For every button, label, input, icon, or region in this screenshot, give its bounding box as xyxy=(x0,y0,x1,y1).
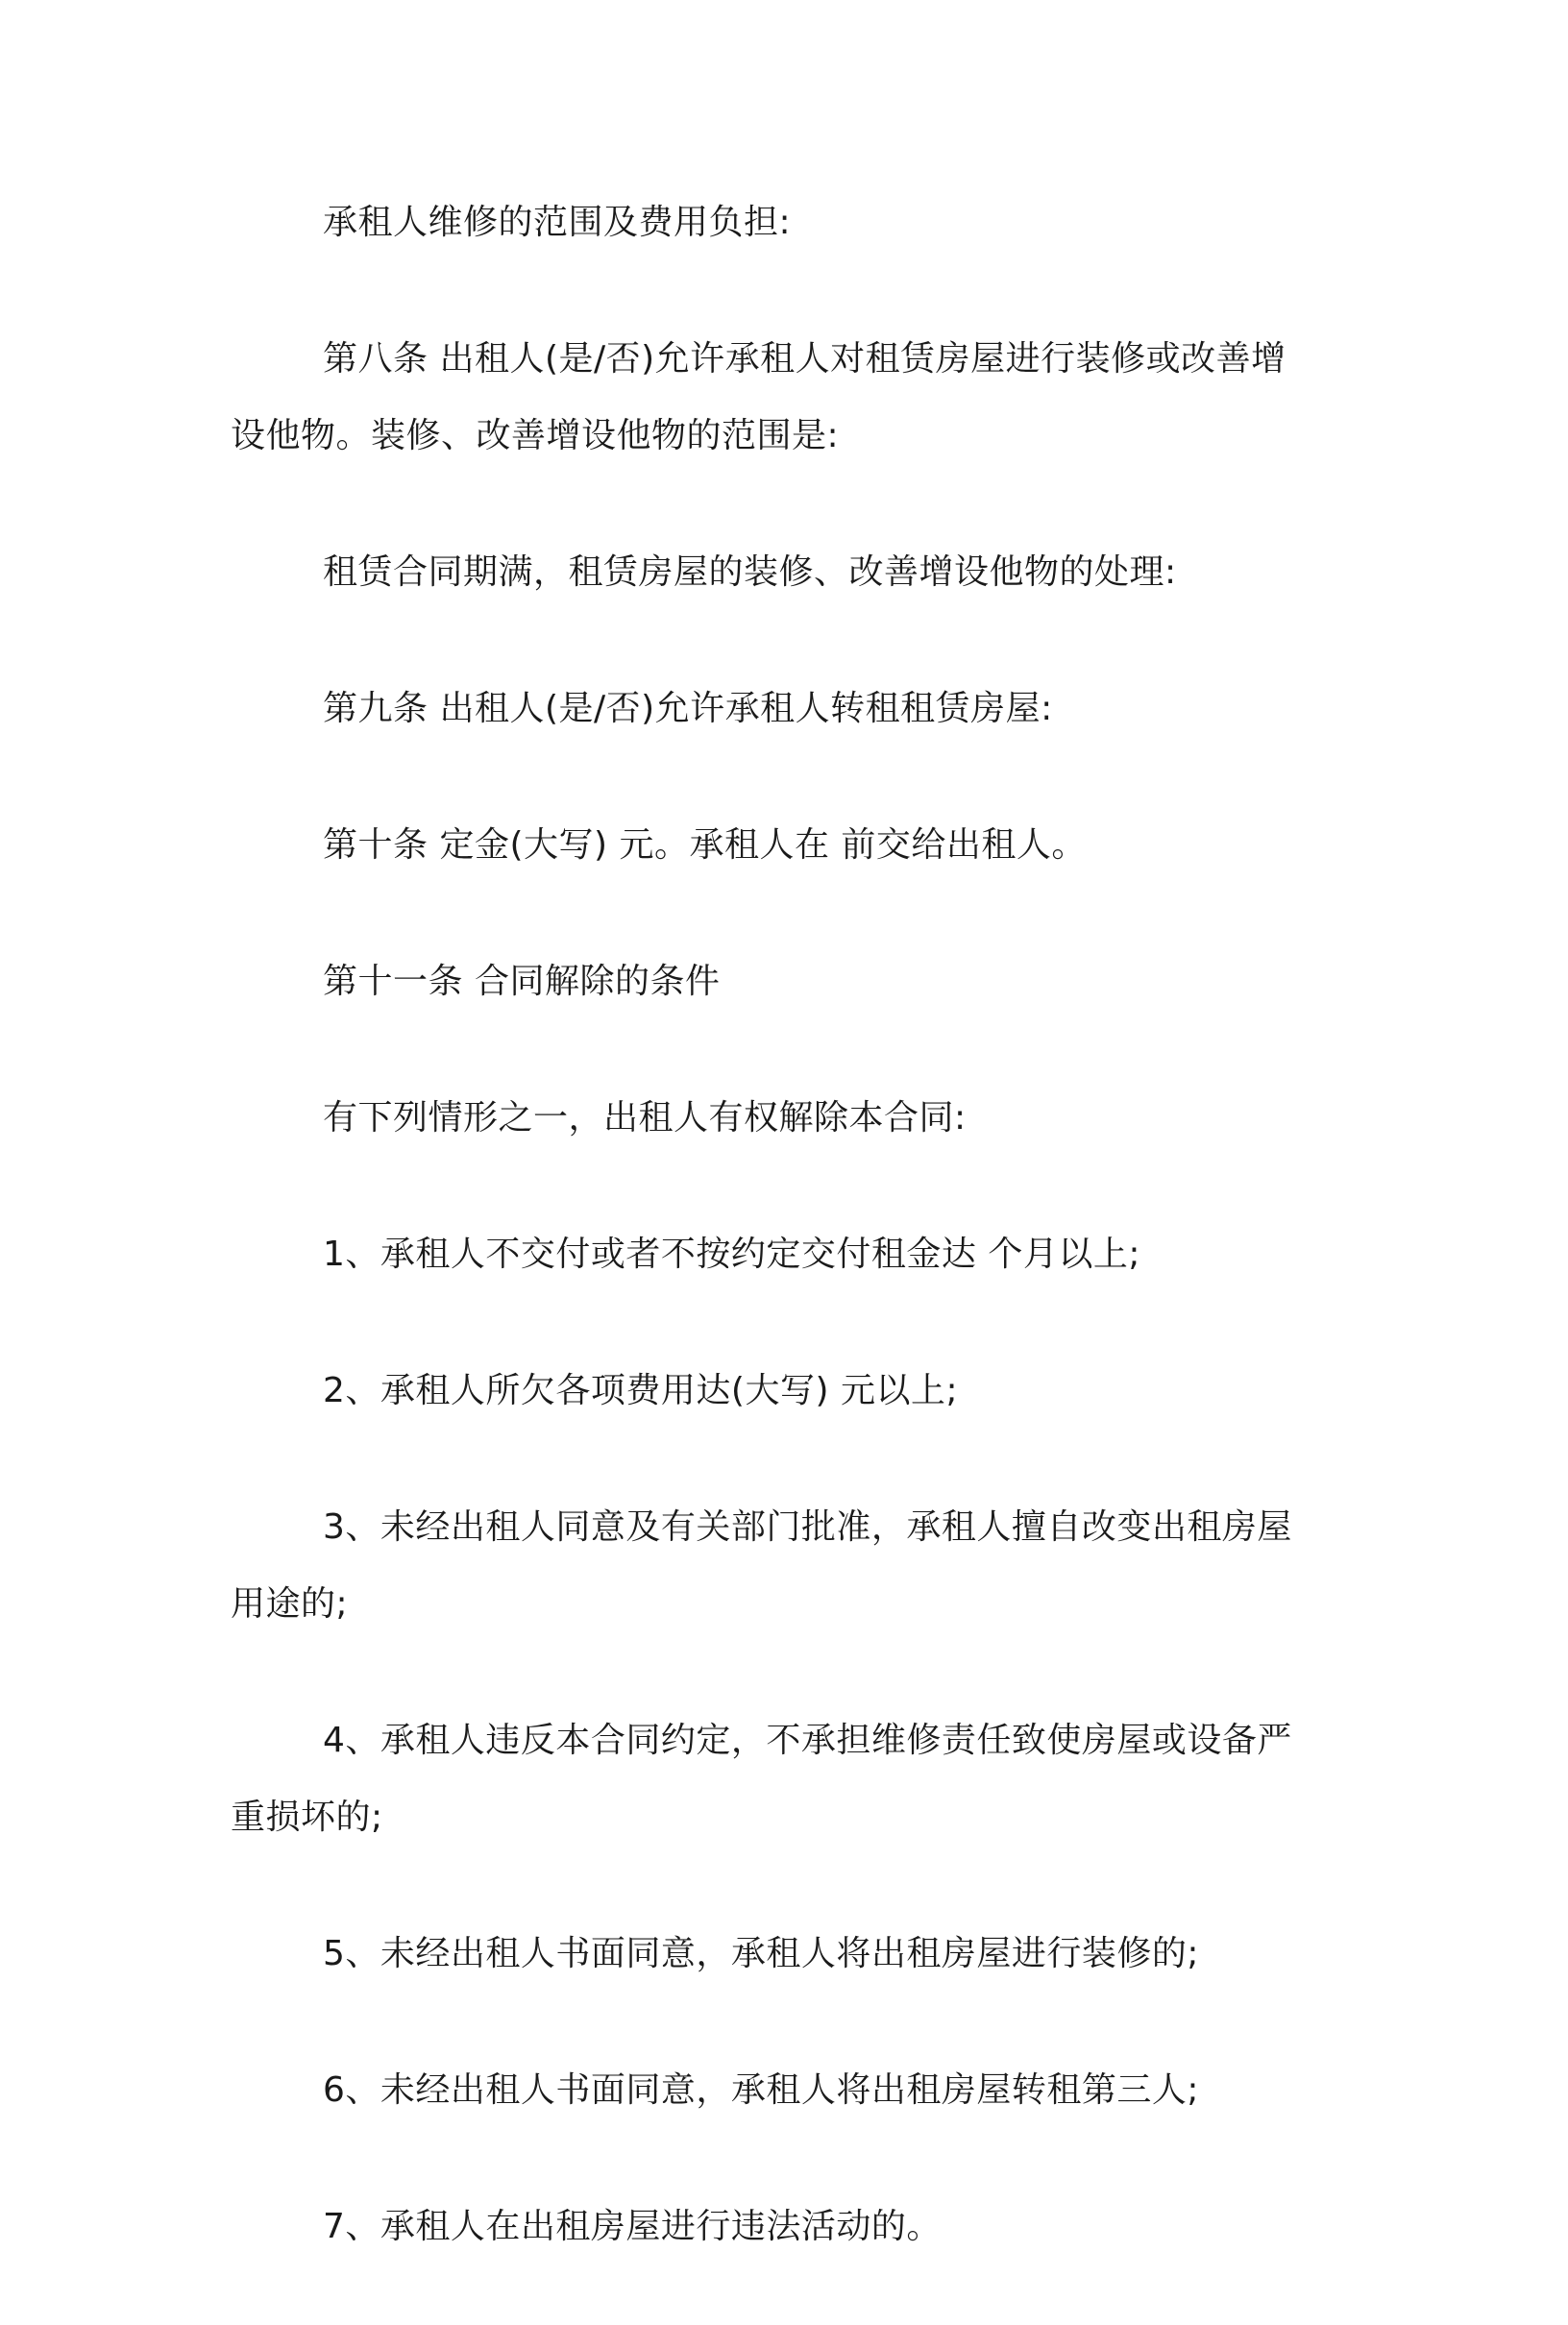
paragraph-article-11: 第十一条 合同解除的条件 xyxy=(323,962,721,1001)
list-item-3: 3、未经出租人同意及有关部门批准，承租人擅自改变出租房屋用途的; xyxy=(231,1507,1292,1624)
list-item-1: 1、承租人不交付或者不按约定交付租金达 个月以上; xyxy=(323,1235,1140,1274)
paragraph-article-10: 第十条 定金(大写) 元。承租人在 前交给出租人。 xyxy=(323,825,1087,865)
paragraph-termination-intro: 有下列情形之一，出租人有权解除本合同: xyxy=(323,1098,967,1138)
list-item-5: 5、未经出租人书面同意，承租人将出租房屋进行装修的; xyxy=(323,1934,1200,1973)
document-body xyxy=(231,184,1307,2325)
paragraph-article-8: 第八条 出租人(是/否)允许承租人对租赁房屋进行装修或改善增设他物。装修、改善增设他物的范围是: xyxy=(231,339,1286,455)
list-item-6: 6、未经出租人书面同意，承租人将出租房屋转租第三人; xyxy=(323,2070,1200,2110)
paragraph-article-9: 第九条 出租人(是/否)允许承租人转租租赁房屋: xyxy=(323,689,1053,728)
paragraph-lease-expiry: 租赁合同期满，租赁房屋的装修、改善增设他物的处理: xyxy=(323,552,1177,592)
paragraph-maintenance-scope: 承租人维修的范围及费用负担: xyxy=(323,203,792,242)
list-item-4: 4、承租人违反本合同约定，不承担维修责任致使房屋或设备严重损坏的; xyxy=(231,1721,1292,1837)
list-item-2: 2、承租人所欠各项费用达(大写) 元以上; xyxy=(323,1371,959,1410)
list-item-7: 7、承租人在出租房屋进行违法活动的。 xyxy=(323,2207,942,2246)
